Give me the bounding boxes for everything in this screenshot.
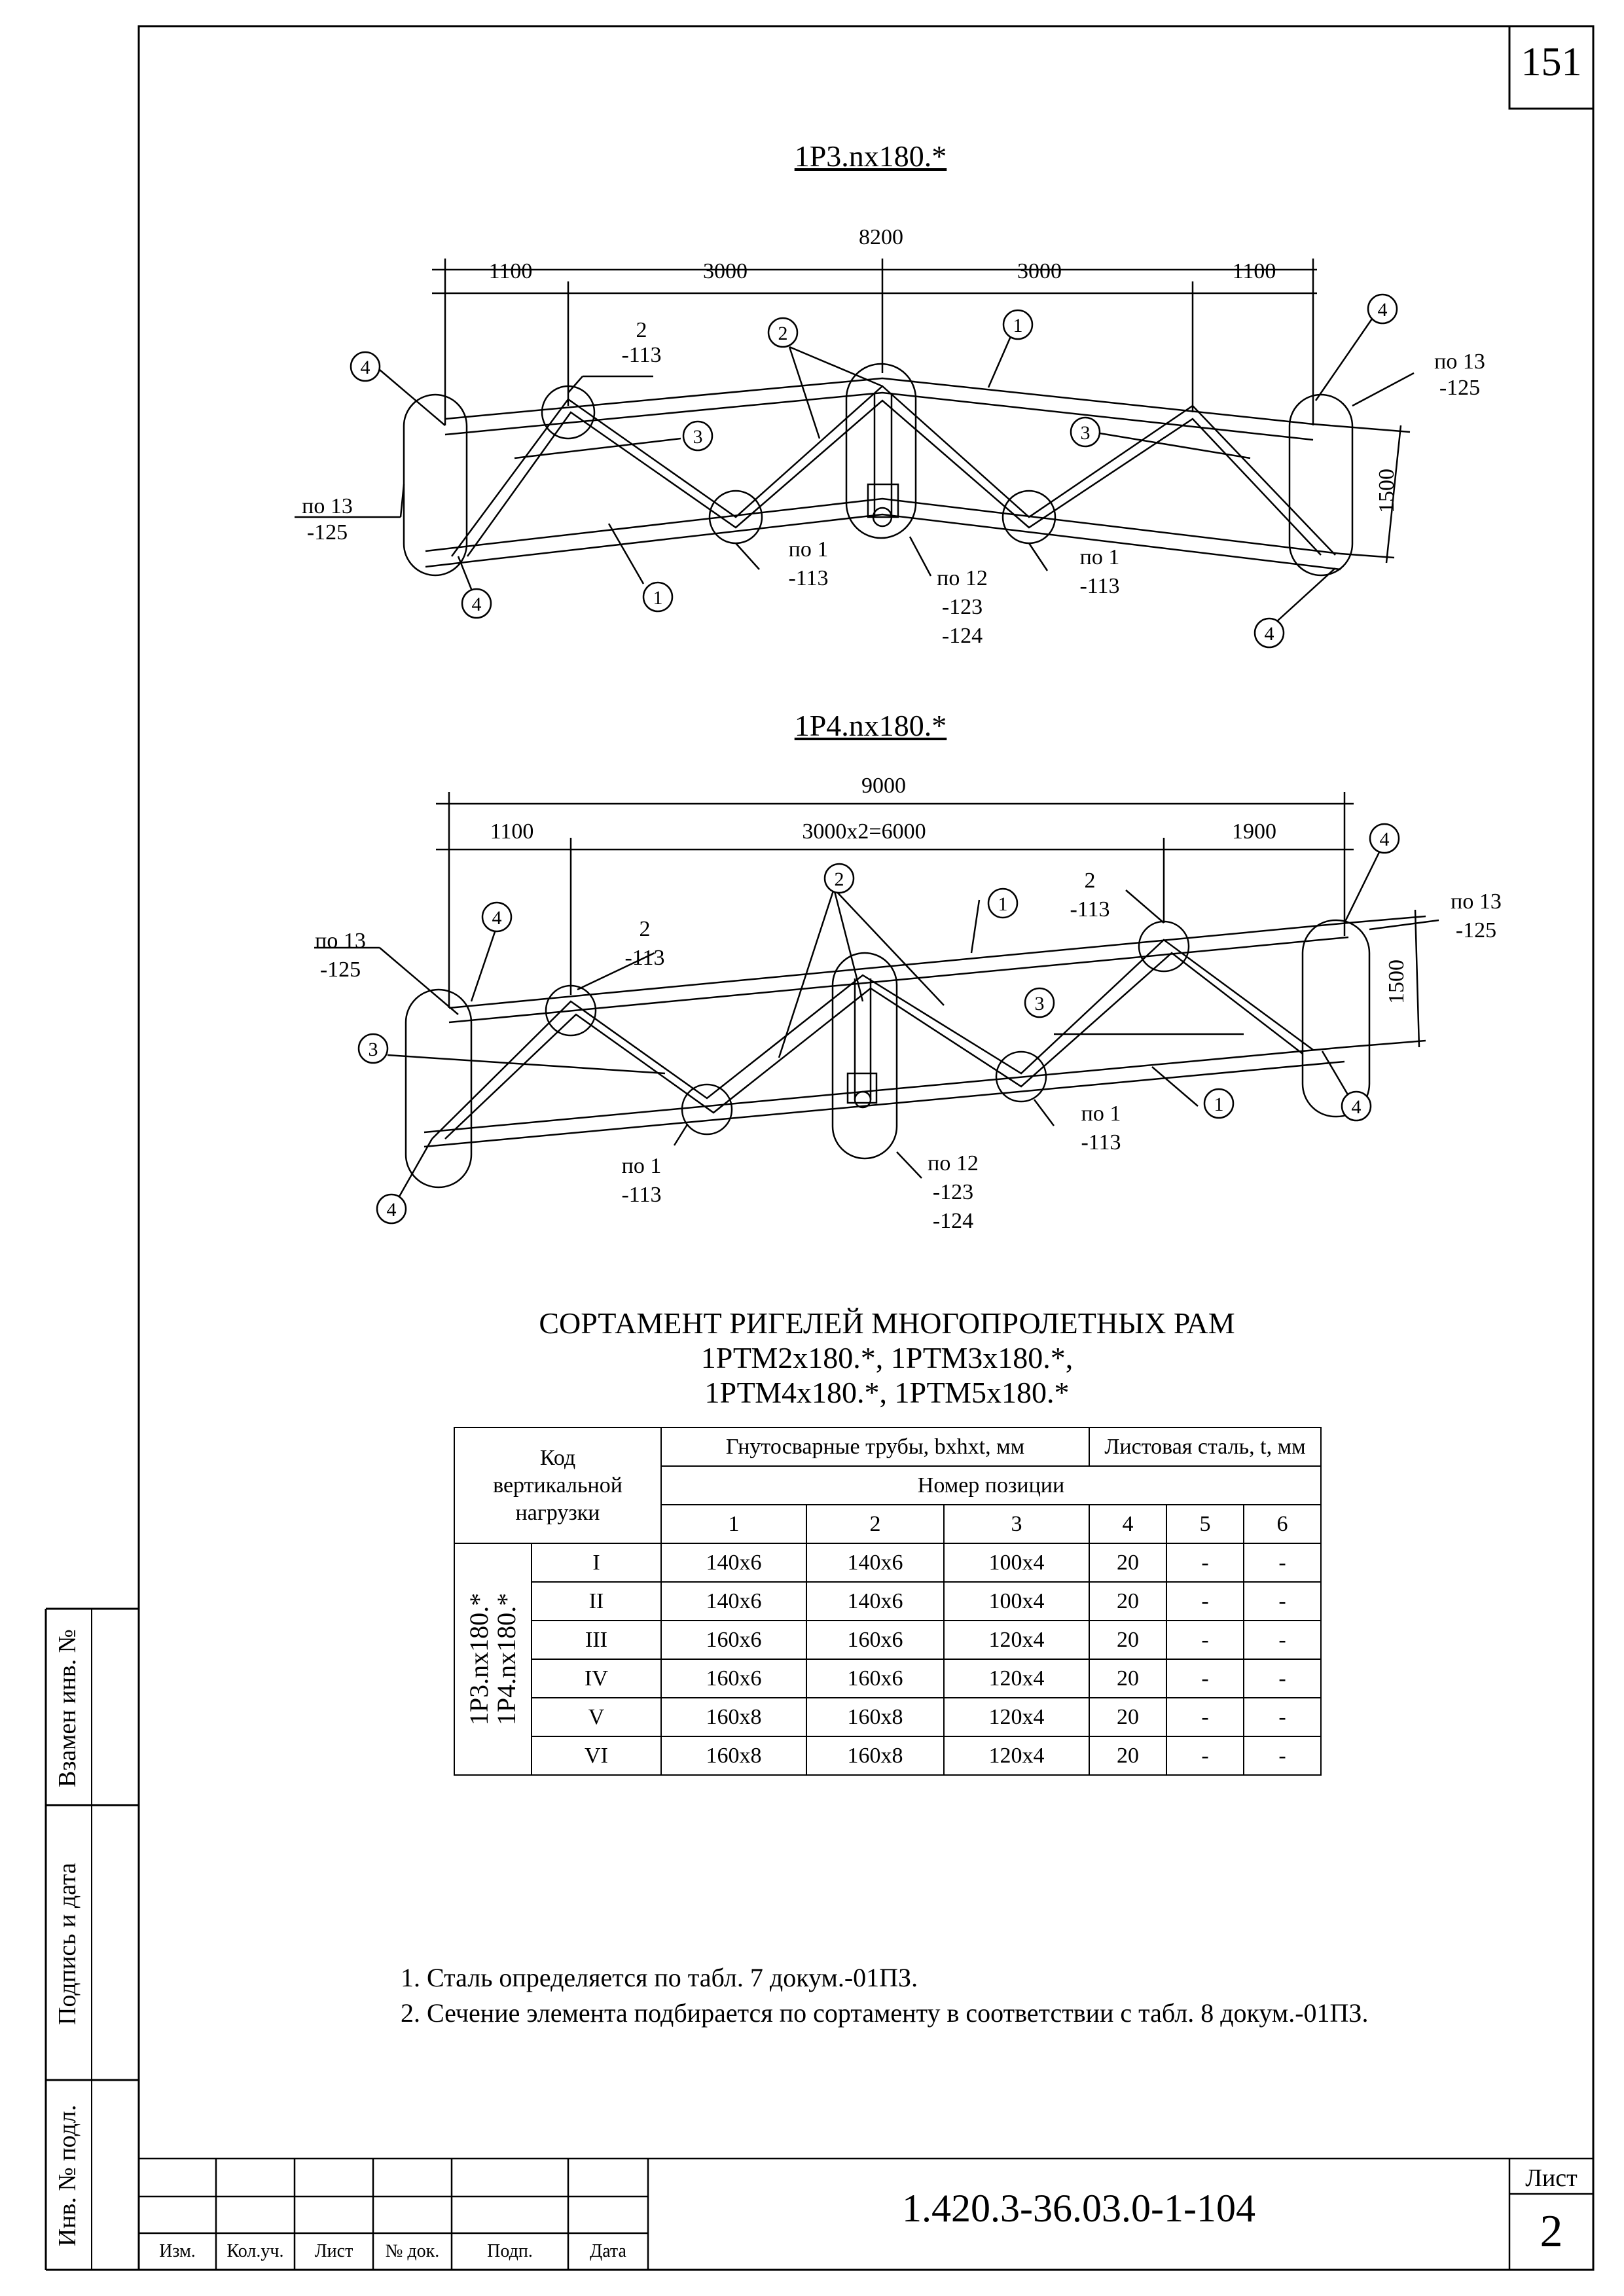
svg-text:1: 1 [1214,1094,1224,1115]
pos-num: 5 [1166,1505,1244,1543]
d1-callout-4d: 4 [1264,623,1274,645]
pos-num: 4 [1089,1505,1166,1543]
d1-dim-1: 1100 [488,259,533,283]
table-row: V 160х8 160х8 120х4 20 - - [454,1698,1321,1736]
d2-dim-1: 1100 [490,819,534,844]
side-label-inv-original: Инв. № подл. [54,2104,81,2247]
stamp-sheet-number: 2 [1540,2206,1563,2257]
pos-num: 3 [944,1505,1089,1543]
d1-dim-4: 1100 [1232,259,1276,283]
d2-label-po12: по 12 -123 -124 [928,1151,979,1233]
header-code: Код вертикальной нагрузки [454,1427,661,1543]
group-label-1: 1Р3.nх180.* [464,1592,494,1726]
stamp-sheet-label: Лист [1525,2164,1578,2192]
stamp-col-signature: Подп. [487,2241,533,2261]
d1-dim-2: 3000 [703,259,748,283]
d1-label-2-113: 2 -113 [621,318,662,367]
stamp-col-list: Лист [314,2241,353,2261]
d2-label-po13-right: по 13 -125 [1451,889,1502,942]
pos-num: 2 [806,1505,944,1543]
document-designation: 1.420.3-36.03.0-1-104 [902,2187,1255,2230]
drawing2-title: 1Р4.nх180.* [794,709,947,742]
svg-text:4: 4 [1351,1096,1362,1118]
note-2: 2. Сечение элемента подбирается по сортаменту в соответствии с табл. 8 докум.-01ПЗ. [401,1998,1369,2028]
table-row: 1Р3.nх180.* 1Р4.nх180.* I 140х6 140х6 100х4 20 - - [454,1543,1321,1582]
d1-label-po13-right: по 13 -125 [1434,350,1485,400]
side-label-signature-date: Подпись и дата [54,1862,81,2026]
d1-callout-1b: 1 [653,587,663,609]
d2-label-po1-left: по 1 -113 [621,1154,662,1207]
table-row: VI 160х8 160х8 120х4 20 - - [454,1736,1321,1775]
table-row: III 160х6 160х6 120х4 20 - - [454,1621,1321,1659]
d1-dim-total: 8200 [859,225,903,249]
pos-num: 6 [1244,1505,1321,1543]
d1-callout-4a: 4 [360,357,370,378]
d1-dim-3: 3000 [1017,259,1062,283]
header-tubes: Гнутосварные трубы, bxhxt, мм [661,1427,1089,1466]
d1-label-po1-right: по 1 -113 [1079,545,1120,598]
d2-label-2-113-right: 2 -113 [1070,869,1110,922]
stamp-col-izm: Изм. [159,2241,196,2261]
table-row: IV 160х6 160х6 120х4 20 - - [454,1659,1321,1698]
assortment-title: СОРТАМЕНТ РИГЕЛЕЙ МНОГОПРОЛЕТНЫХ РАМ 1РТМ2х180.*, 1РТМ3х180.*, 1РТМ4х180.*, 1РТМ5х180.* [539,1306,1235,1409]
stamp-col-date: Дата [590,2241,626,2261]
d2-dim-2: 3000х2=6000 [802,819,926,844]
stamp-col-kolych: Кол.уч. [226,2241,284,2261]
d2-label-po1-right: по 1 -113 [1081,1102,1121,1155]
stamp-col-doc: № док. [385,2241,440,2261]
d1-callout-2: 2 [778,323,788,344]
d1-callout-3a: 3 [693,426,703,448]
svg-text:4: 4 [492,907,502,929]
d1-label-po12: по 12 -123 -124 [937,566,988,648]
d1-callout-1a: 1 [1013,315,1023,336]
d2-dim-3: 1900 [1232,819,1276,844]
svg-text:4: 4 [1379,829,1390,850]
d1-label-po13-left: по 13 -125 [302,494,353,545]
pos-num: 1 [661,1505,806,1543]
d1-callout-4b: 4 [1377,299,1388,321]
drawing1-title: 1Р3.nх180.* [794,139,947,173]
svg-text:3: 3 [1034,993,1045,1014]
svg-text:3: 3 [368,1039,378,1060]
note-1: 1. Сталь определяется по табл. 7 докум.-01ПЗ. [401,1963,918,1992]
d2-dim-total: 9000 [861,774,906,798]
header-sheet: Листовая сталь, t, мм [1089,1427,1321,1466]
d1-label-po1-mid: по 1 -113 [788,537,829,590]
d1-dim-height: 1500 [1375,469,1399,513]
side-label-replace-inv: Взамен инв. № [54,1629,81,1787]
group-label-2: 1Р4.nх180.* [492,1592,521,1726]
d2-dim-height: 1500 [1384,960,1409,1004]
d1-callout-4c: 4 [471,594,482,615]
svg-text:1: 1 [998,893,1008,915]
header-positions: Номер позиции [661,1466,1321,1505]
sheet-number-top: 151 [1521,40,1582,84]
svg-text:4: 4 [386,1199,397,1221]
table-row: II 140х6 140х6 100х4 20 - - [454,1582,1321,1621]
d2-label-2-113-left: 2 -113 [624,917,665,970]
svg-text:2: 2 [834,869,844,890]
d1-callout-3b: 3 [1080,422,1091,444]
d2-label-po13-left: по 13 -125 [315,929,366,982]
